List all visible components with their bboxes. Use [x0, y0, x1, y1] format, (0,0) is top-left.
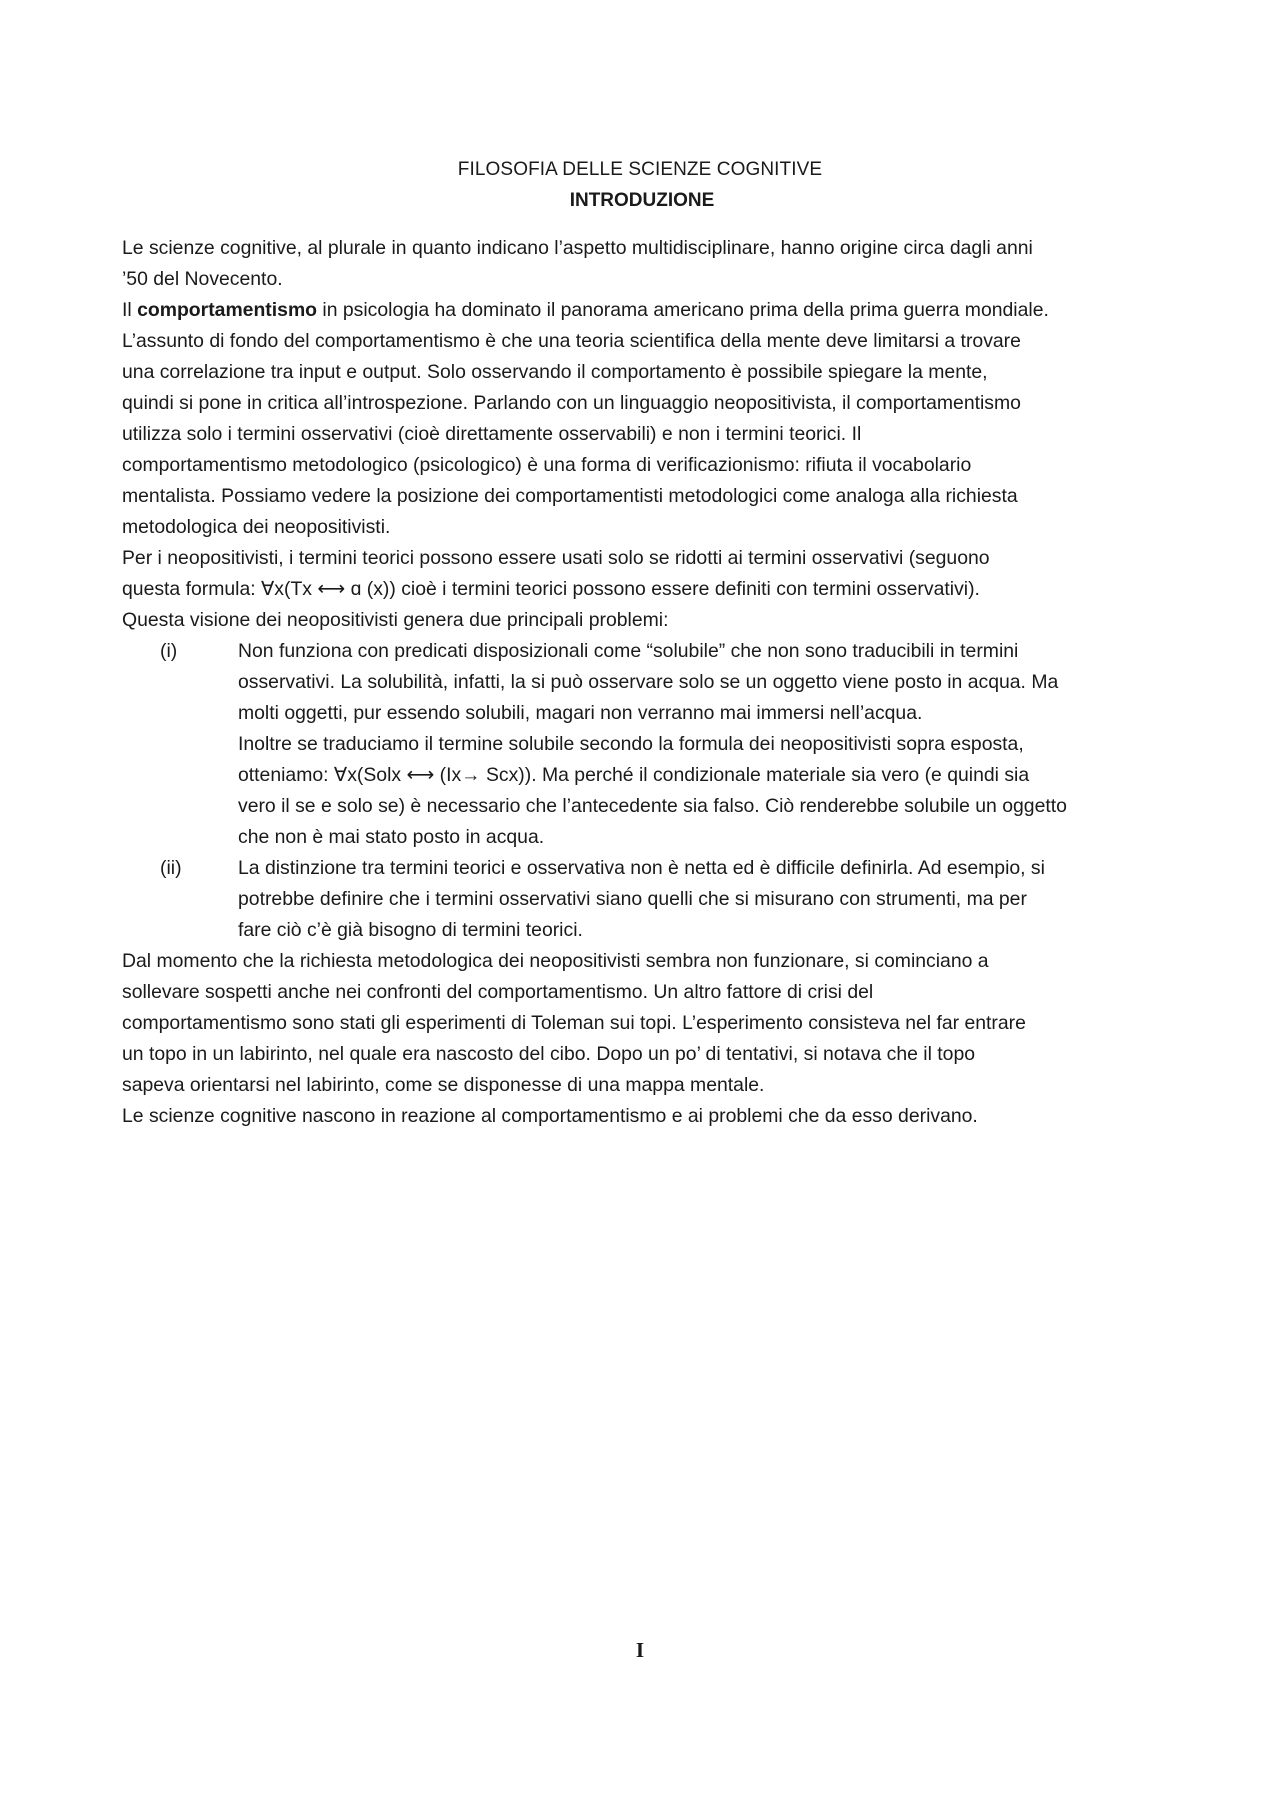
list-item-line: molti oggetti, pur essendo solubili, magari non verranno mai immersi nell’acqua.	[238, 702, 923, 724]
paragraph-line: una correlazione tra input e output. Solo osservando il comportamento è possibile spiegare la mente,	[122, 361, 988, 383]
document-header	[0, 154, 1280, 216]
behaviorism-prefix: Il	[122, 299, 138, 321]
list-item-line: Inoltre se traduciamo il termine solubile secondo la formula dei neopositivisti sopra esposta,	[238, 733, 1024, 755]
paragraph-line: L’assunto di fondo del comportamentismo è che una teoria scientifica della mente deve limitarsi a trovare	[122, 330, 1021, 352]
paragraph-line: sollevare sospetti anche nei confronti del comportamentismo. Un altro fattore di crisi del	[122, 981, 874, 1003]
paragraph-line: utilizza solo i termini osservativi (cioè direttamente osservabili) e non i termini teorici. Il	[122, 423, 862, 445]
document-title: FILOSOFIA DELLE SCIENZE COGNITIVE	[457, 159, 823, 180]
list-item	[122, 853, 1172, 946]
behaviorism-suffix: in psicologia ha dominato il panorama americano prima della prima guerra mondiale.	[317, 299, 1049, 321]
list-item	[122, 636, 1172, 853]
behaviorism-term: comportamentismo	[137, 299, 318, 321]
paragraph-line: quindi si pone in critica all’introspezione. Parlando con un linguaggio neopositivista, il comportamentismo	[122, 392, 1021, 414]
paragraph-line: ’50 del Novecento.	[122, 268, 283, 290]
behaviorism-line	[122, 295, 1172, 326]
problems-list	[122, 636, 1172, 946]
paragraph-line: metodologica dei neopositivisti.	[122, 516, 391, 538]
paragraph-line: comportamentismo metodologico (psicologico) è una forma di verificazionismo: rifiuta il vocabolario	[122, 454, 972, 476]
list-item-line: Non funziona con predicati disposizionali come “solubile” che non sono traducibili in termini	[238, 640, 1019, 662]
page-number: I	[635, 1638, 645, 1662]
list-item-line: osservativi. La solubilità, infatti, la si può osservare solo se un oggetto viene posto in acqua. Ma	[238, 671, 1059, 693]
formula-line: questa formula: ∀x(Tx ⟷ ɑ (x)) cioè i termini teorici possono essere definiti con termini osservativi).	[122, 578, 980, 600]
paragraph-line: un topo in un labirinto, nel quale era nascosto del cibo. Dopo un po’ di tentativi, si notava che il topo	[122, 1043, 976, 1065]
body-text	[122, 233, 1172, 1132]
list-item-line: La distinzione tra termini teorici e osservativa non è netta ed è difficile definirla. Ad esempio, si	[238, 857, 1045, 879]
list-item-line: potrebbe definire che i termini osservativi siano quelli che si misurano con strumenti, ma per	[238, 888, 1027, 910]
section-heading: INTRODUZIONE	[569, 190, 715, 211]
paragraph-line: comportamentismo sono stati gli esperimenti di Toleman sui topi. L’esperimento consisteva nel far entrare	[122, 1012, 1026, 1034]
paragraph-line: Le scienze cognitive nascono in reazione al comportamentismo e ai problemi che da esso derivano.	[122, 1105, 978, 1127]
paragraph-line: sapeva orientarsi nel labirinto, come se disponesse di una mappa mentale.	[122, 1074, 765, 1096]
formula-line: otteniamo: ∀x(Solx ⟷ (Ix→ Scx)). Ma perché il condizionale materiale sia vero (e quindi sia	[238, 764, 1030, 786]
list-item-line: fare ciò c’è già bisogno di termini teorici.	[238, 919, 583, 941]
list-item-line: che non è mai stato posto in acqua.	[238, 826, 545, 848]
paragraph-line: Questa visione dei neopositivisti genera due principali problemi:	[122, 609, 669, 631]
paragraph-line: Le scienze cognitive, al plurale in quanto indicano l’aspetto multidisciplinare, hanno origine circa dagli anni	[122, 237, 1033, 259]
paragraph-line: Per i neopositivisti, i termini teorici possono essere usati solo se ridotti ai termini osservativi (seguono	[122, 547, 990, 569]
list-item-line: vero il se e solo se) è necessario che l’antecedente sia falso. Ciò renderebbe solubile un oggetto	[238, 795, 1067, 817]
paragraph-line: mentalista. Possiamo vedere la posizione dei comportamentisti metodologici come analoga alla richiesta	[122, 485, 1018, 507]
list-marker: (i)	[160, 640, 178, 662]
list-marker: (ii)	[160, 857, 182, 879]
paragraph-line: Dal momento che la richiesta metodologica dei neopositivisti sembra non funzionare, si cominciano a	[122, 950, 989, 972]
